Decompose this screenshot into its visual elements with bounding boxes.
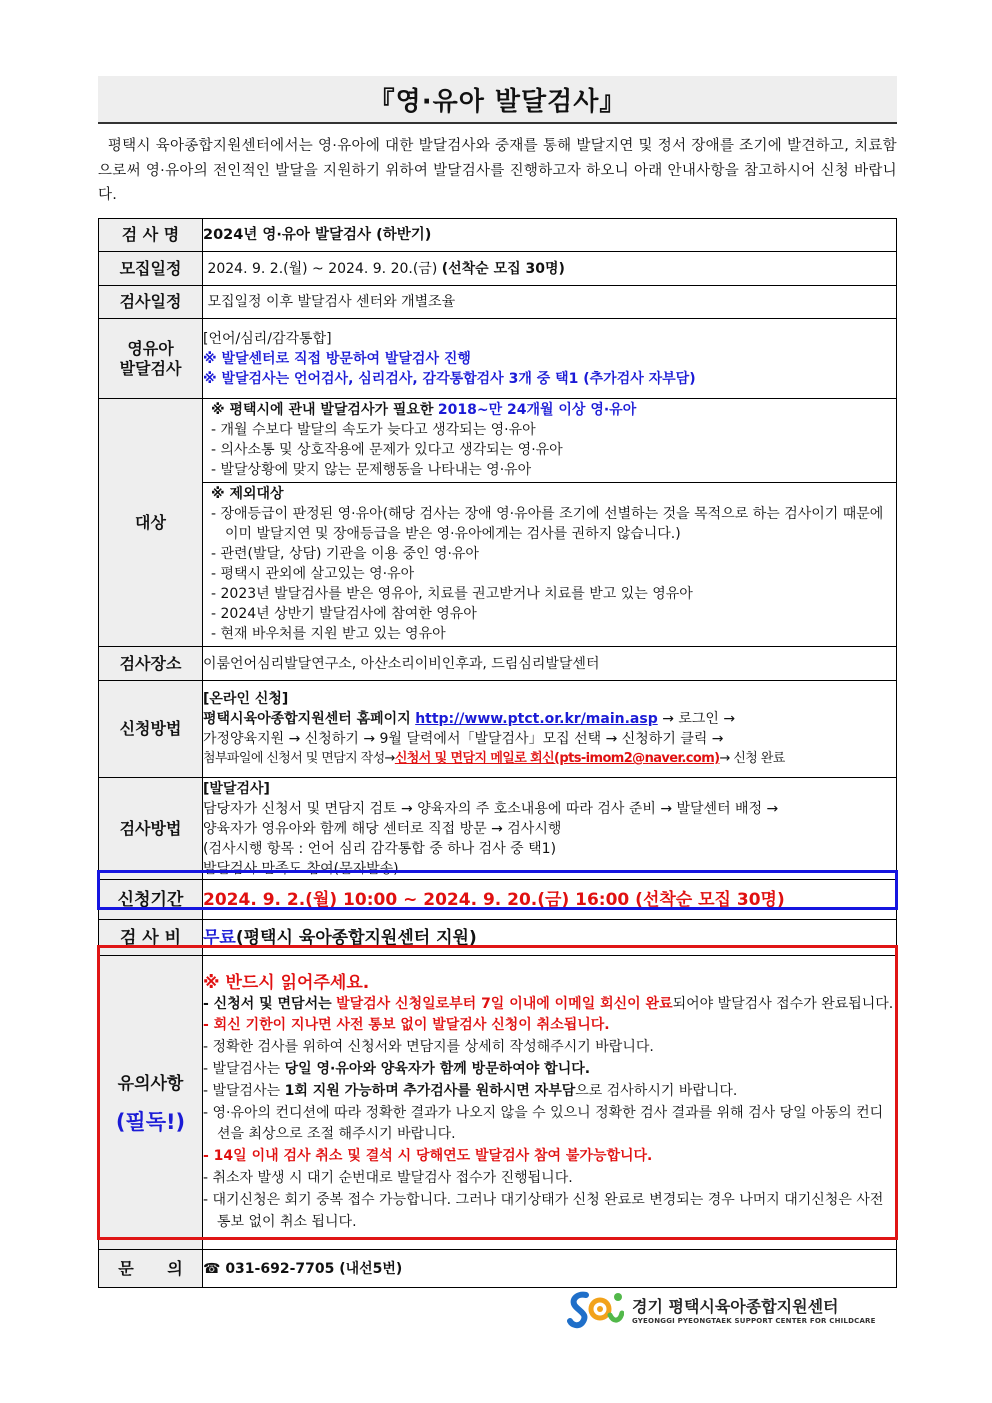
note-5-lead: - 발달검사는 [203, 1082, 281, 1099]
value-contact: ☎ 031-692-7705 (내선5번) [203, 1250, 897, 1288]
row-apply [99, 681, 897, 778]
row-target [99, 399, 897, 647]
value-period: 2024. 9. 2.(월) 10:00 ~ 2024. 9. 20.(금) 16:00 (선착순 모집 30명) [203, 880, 897, 920]
footer-org-name: 경기 평택시육아종합지원센터 [632, 1296, 839, 1316]
footer-org-name-en: GYEONGGI PYEONGTAEK SUPPORT CENTER FOR CHILDCARE [632, 1316, 876, 1325]
row-type [99, 319, 897, 399]
note-1-lead: - 신청서 및 면담서는 [203, 995, 332, 1012]
target-exclude-head: ※ 제외대상 [211, 486, 284, 502]
intro-paragraph [98, 134, 897, 208]
label-method: 검사방법 [99, 778, 203, 880]
note-item: - 대기신청은 회기 중복 접수 가능합니다. 그러나 대기상태가 신청 완료로 변경되는 경우 나머지 대기신청은 사전 통보 없이 취소 됩니다. [203, 1191, 884, 1230]
label-test-name: 검 사 명 [99, 219, 203, 252]
value-recruit [203, 252, 897, 286]
label-fee: 검 사 비 [99, 920, 203, 956]
label-contact: 문 의 [99, 1250, 203, 1288]
target-exclude-item: - 장애등급이 판정된 영·유아(해당 검사는 장애 영·유아를 조기에 선별하는 것을 목적으로 하는 검사이기 때문에 이미 발달지연 및 장애등급을 받은 영·유아에게는 검사를 권하지 않습니다.) [211, 506, 884, 542]
note-1-tail: 되어야 발달검사 접수가 완료됩니다. [672, 995, 894, 1012]
note-item [203, 1081, 896, 1103]
label-type [99, 319, 203, 399]
apply-complete: → 신청 완료 [719, 751, 785, 766]
footer-logo [566, 1284, 898, 1334]
apply-step-login: → 로그인 → [662, 711, 736, 727]
type-line-1: [언어/심리/감각통합] [203, 330, 332, 347]
value-type [203, 319, 897, 399]
target-exclude-item: - 현재 바우처를 지원 받고 있는 영유아 [211, 626, 446, 642]
must-read-mark: (필독!) [115, 1109, 186, 1134]
method-line: 발달검사 만족도 참여(문자발송) [203, 860, 399, 877]
label-notes [99, 956, 203, 1250]
center-logo-icon [566, 1287, 624, 1331]
row-method [99, 778, 897, 880]
apply-email-reply[interactable]: 신청서 및 면담지 메일로 회신(pts-imom2@naver.com) [394, 751, 720, 766]
note-item: - 취소자 발생 시 대기 순번대로 발달검사 접수가 진행됩니다. [203, 1169, 573, 1186]
target-include-block [203, 399, 896, 483]
note-item: - 영·유아의 컨디션에 따라 정확한 결과가 나오지 않을 수 있으니 정확한 검사 결과를 위해 검사 당일 아동의 컨디션을 최상으로 조절 해주시기 바랍니다. [203, 1104, 884, 1143]
apply-homepage-label: 평택시육아종합지원센터 홈페이지 [203, 711, 411, 727]
row-place [99, 647, 897, 681]
target-include-item: - 개월 수보다 발달의 속도가 늦다고 생각되는 영·유아 [211, 422, 536, 438]
page-title: 『영·유아 발달검사』 [98, 76, 897, 124]
recruit-dates: 2024. 9. 2.(월) ~ 2024. 9. 20.(금) [207, 260, 438, 277]
value-target [203, 399, 897, 647]
intro-text: 평택시 육아종합지원센터에서는 영·유아에 대한 발달검사와 중재를 통해 발달지연 및 정서 장애를 조기에 발견하고, 치료함으로써 영·유아의 전인적인 발달을 지원하기 위하여 발달검사를 진행하고자 하오니 아래 안내사항을 참고하시어 신청 바랍니다. [98, 138, 897, 203]
value-test-name: 2024년 영·유아 발달검사 (하반기) [203, 219, 897, 252]
apply-attach-step: 첨부파일에 신청서 및 면담지 작성→ [203, 751, 395, 766]
label-period: 신청기간 [99, 880, 203, 920]
fee-support: (평택시 육아종합지원센터 지원) [235, 927, 477, 948]
notes-label: 유의사항 [117, 1073, 184, 1094]
value-schedule [203, 286, 897, 319]
value-apply [203, 681, 897, 778]
method-line: (검사시행 항목 : 언어 심리 감각통합 중 하나 검사 중 택1) [203, 840, 557, 857]
label-apply: 신청방법 [99, 681, 203, 778]
apply-head: [온라인 신청] [203, 691, 289, 707]
target-include-item: - 발달상황에 맞지 않는 문제행동을 나타내는 영·유아 [211, 462, 532, 478]
label-type-text: 영유아 발달검사 [119, 338, 182, 378]
method-head: [발달검사] [203, 780, 270, 797]
row-notes [99, 956, 897, 1250]
schedule-text: 모집일정 이후 발달검사 센터와 개별조율 [207, 294, 456, 310]
target-exclude-item: - 관련(발달, 상담) 기관을 이용 중인 영·유아 [211, 546, 479, 562]
value-place: 이룸언어심리발달연구소, 아산소리이비인후과, 드림심리발달센터 [203, 647, 897, 681]
target-include-item: - 의사소통 및 상호작용에 문제가 있다고 생각되는 영·유아 [211, 442, 563, 458]
note-5-bold-2: 추가검사를 원하시면 자부담 [403, 1082, 576, 1099]
row-recruit [99, 252, 897, 286]
target-exclude-item: - 2024년 상반기 발달검사에 참여한 영유아 [211, 606, 477, 622]
note-5-tail: 으로 검사하시기 바랍니다. [575, 1082, 738, 1099]
homepage-link[interactable]: http://www.ptct.or.kr/main.asp [415, 711, 658, 727]
target-exclude-item: - 2023년 발달검사를 받은 영유아, 치료를 권고받거나 치료를 받고 있는 영유아 [211, 586, 693, 602]
label-target: 대상 [99, 399, 203, 647]
row-contact [99, 1250, 897, 1288]
note-5-bold-1: 1회 지원 가능하며 [284, 1082, 399, 1099]
row-period [99, 880, 897, 920]
note-item [203, 1059, 896, 1081]
value-notes [203, 956, 897, 1250]
row-schedule [99, 286, 897, 319]
row-fee [99, 920, 897, 956]
fee-free: 무료 [203, 927, 236, 948]
notes-head: ※ 반드시 읽어주세요. [203, 972, 370, 993]
label-place: 검사장소 [99, 647, 203, 681]
label-schedule: 검사일정 [99, 286, 203, 319]
target-exclude-block [203, 483, 896, 646]
target-include-head: ※ 평택시에 관내 발달검사가 필요한 [211, 402, 434, 418]
label-recruit: 모집일정 [99, 252, 203, 286]
value-fee [203, 920, 897, 956]
note-item [203, 994, 896, 1016]
target-exclude-item: - 평택시 관외에 살고있는 영·유아 [211, 566, 415, 582]
value-method [203, 778, 897, 880]
row-test-name [99, 219, 897, 252]
recruit-note: (선착순 모집 30명) [441, 260, 565, 277]
type-line-3: ※ 발달검사는 언어검사, 심리검사, 감각통합검사 3개 중 택1 (추가검사 자부담) [203, 370, 696, 387]
target-age-range: 2018~만 24개월 이상 영·유아 [437, 402, 637, 418]
note-4-bold: 당일 영·유아와 양육자가 함께 방문하여야 합니다. [284, 1061, 591, 1077]
apply-steps: 가정양육지원 → 신청하기 → 9월 달력에서「발달검사」모집 선택 → 신청하기 클릭 → [203, 731, 724, 747]
note-item: - 회신 기한이 지나면 사전 통보 없이 발달검사 신청이 취소됩니다. [203, 1017, 610, 1034]
method-line: 양육자가 영유아와 함께 해당 센터로 직접 방문 → 검사시행 [203, 820, 562, 837]
type-line-2: ※ 발달센터로 직접 방문하여 발달검사 진행 [203, 350, 471, 367]
note-4-lead: - 발달검사는 [203, 1061, 281, 1077]
note-item: - 정확한 검사를 위하여 신청서와 면담지를 상세히 작성해주시기 바랍니다. [203, 1039, 654, 1056]
note-1-deadline: 발달검사 신청일로부터 7일 이내에 이메일 회신이 완료 [336, 995, 673, 1012]
method-line: 담당자가 신청서 및 면담지 검토 → 양육자의 주 호소내용에 따라 검사 준비 → 발달센터 배정 → [203, 800, 779, 817]
note-item: - 14일 이내 검사 취소 및 결석 시 당해연도 발달검사 참여 불가능합니다. [203, 1148, 653, 1165]
info-table [98, 218, 897, 1288]
